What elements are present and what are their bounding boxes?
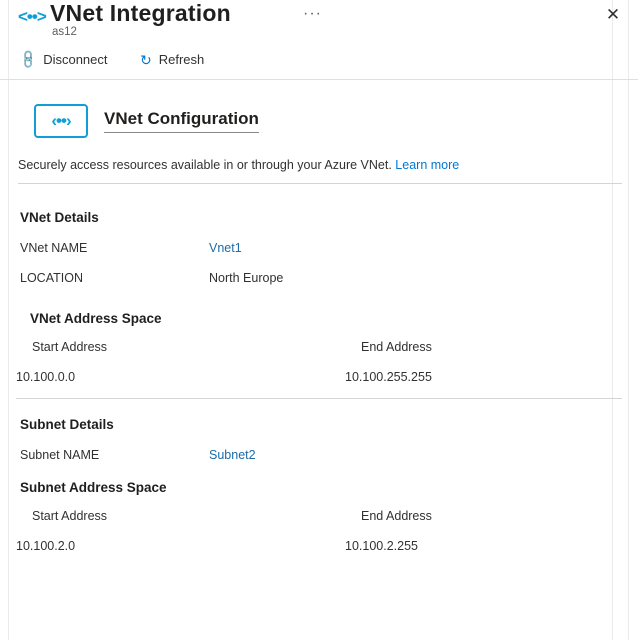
vnet-details-heading: VNet Details <box>20 210 99 225</box>
command-bar <box>0 46 638 80</box>
vnet-start-address-label: Start Address <box>32 340 108 354</box>
subnet-address-space-values <box>16 509 622 555</box>
vnet-configuration-icon: ‹••› <box>34 104 88 138</box>
refresh-button[interactable] <box>140 52 204 67</box>
vnet-end-address-label: End Address <box>361 340 432 354</box>
link-icon: 🔗 <box>17 48 40 71</box>
vnet-icon: <••> <box>18 7 46 26</box>
more-options-icon[interactable]: ··· <box>303 5 322 22</box>
disconnect-button[interactable] <box>17 48 108 71</box>
close-icon[interactable]: ✕ <box>605 5 621 24</box>
vnet-address-space-values <box>16 340 622 386</box>
learn-more-link[interactable]: Learn more <box>395 158 460 172</box>
vnet-address-space-heading: VNet Address Space <box>30 311 162 326</box>
section-divider <box>16 398 622 399</box>
subnet-details-section <box>16 417 622 462</box>
subnet-name-row <box>20 448 622 462</box>
vnet-name-value: Vnet1 <box>209 241 242 255</box>
vnet-address-space-section <box>16 311 622 399</box>
vnet-end-address-value: 10.100.255.255 <box>345 370 432 384</box>
subnet-name-label: Subnet NAME <box>20 448 100 462</box>
page-title: VNet Integration <box>50 0 231 26</box>
subnet-start-address <box>16 509 108 553</box>
vnet-end-address <box>345 340 432 384</box>
blade-header <box>0 0 638 46</box>
vnet-configuration-header <box>34 104 622 138</box>
description-text <box>18 158 622 184</box>
vnet-name-label: VNet NAME <box>20 241 88 255</box>
vnet-name-row <box>20 241 622 255</box>
refresh-label: Refresh <box>158 52 205 67</box>
vnet-location-row <box>20 271 622 285</box>
subnet-address-space-section <box>16 480 622 555</box>
subnet-name-value: Subnet2 <box>209 448 256 462</box>
subnet-end-address-label: End Address <box>361 509 432 523</box>
resource-subtitle: as12 <box>52 26 77 38</box>
vnet-start-address-value: 10.100.0.0 <box>16 370 76 384</box>
subnet-address-space-heading: Subnet Address Space <box>20 480 167 495</box>
vnet-configuration-title: VNet Configuration <box>104 109 259 133</box>
vnet-details-section <box>16 210 622 285</box>
subnet-end-address-value: 10.100.2.255 <box>345 539 418 553</box>
subnet-start-address-value: 10.100.2.0 <box>16 539 76 553</box>
vnet-location-label: LOCATION <box>20 271 83 285</box>
blade-content <box>0 104 638 555</box>
subnet-start-address-label: Start Address <box>32 509 108 523</box>
subnet-end-address <box>345 509 432 553</box>
disconnect-label: Disconnect <box>43 52 108 67</box>
refresh-icon: ↻ <box>140 51 152 68</box>
vnet-location-value: North Europe <box>209 271 284 285</box>
vnet-start-address <box>16 340 108 384</box>
description-label: Securely access resources available in or through your Azure VNet. <box>18 158 392 172</box>
subnet-details-heading: Subnet Details <box>20 417 114 432</box>
